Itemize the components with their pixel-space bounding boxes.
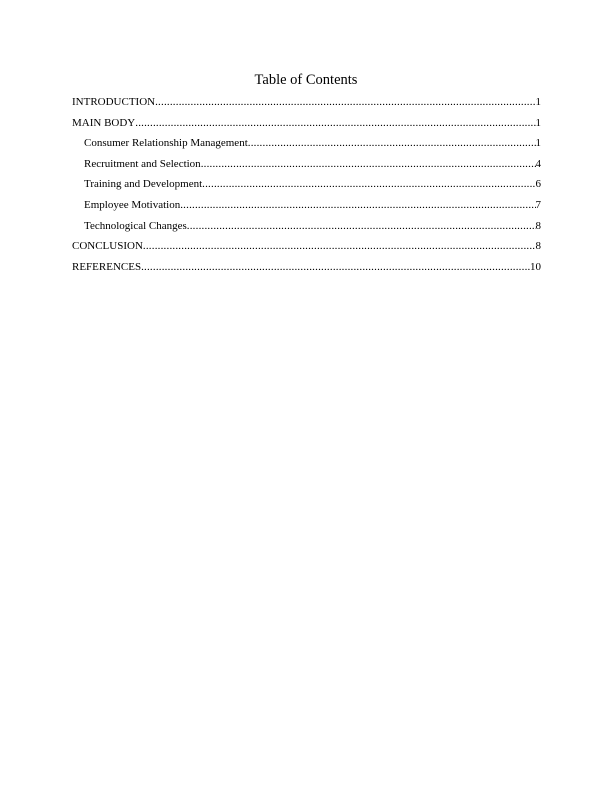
toc-entry-label: Employee Motivation bbox=[84, 198, 181, 211]
dot-leader bbox=[201, 157, 536, 171]
toc-entry-conclusion[interactable] bbox=[72, 239, 541, 260]
toc-entry-main-body[interactable] bbox=[72, 116, 541, 137]
toc-entry-label: INTRODUCTION bbox=[72, 96, 156, 108]
toc-page-number: 1 bbox=[535, 137, 541, 150]
toc-title: Table of Contents bbox=[254, 72, 358, 88]
toc-entry-consumer-relationship-management[interactable] bbox=[72, 136, 541, 157]
toc-entry-label: CONCLUSION bbox=[72, 240, 143, 253]
toc-entry-label: Technological Changes bbox=[84, 219, 187, 232]
toc-page-number: 4 bbox=[535, 157, 541, 170]
dot-leader bbox=[248, 136, 536, 150]
dot-leader bbox=[187, 219, 536, 233]
toc-page-number: 10 bbox=[530, 260, 541, 273]
toc-entry-recruitment-and-selection[interactable] bbox=[72, 157, 541, 178]
toc-entry-training-and-development[interactable] bbox=[72, 177, 541, 198]
toc-page-number: 8 bbox=[535, 240, 541, 253]
toc-entry-label: Recruitment and Selection bbox=[84, 157, 201, 170]
toc-entry-employee-motivation[interactable] bbox=[72, 198, 541, 219]
toc-entry-label: REFERENCES bbox=[72, 260, 142, 273]
toc-entry-references[interactable] bbox=[72, 260, 541, 281]
toc-page-number: 1 bbox=[535, 96, 541, 108]
toc-page-number: 1 bbox=[535, 116, 541, 129]
toc-entry-introduction[interactable] bbox=[72, 95, 541, 116]
toc-entry-label: Consumer Relationship Management bbox=[84, 137, 248, 150]
toc-page-number: 7 bbox=[535, 198, 541, 211]
toc-entry-label: MAIN BODY bbox=[72, 116, 136, 129]
toc-page-number: 6 bbox=[535, 178, 541, 191]
dot-leader bbox=[141, 260, 530, 274]
toc-list bbox=[72, 95, 541, 280]
toc-entry-label: Training and Development bbox=[84, 178, 203, 191]
dot-leader bbox=[180, 198, 535, 212]
dot-leader bbox=[202, 177, 535, 191]
dot-leader bbox=[155, 95, 535, 109]
toc-page-number: 8 bbox=[535, 219, 541, 232]
dot-leader bbox=[135, 116, 535, 130]
dot-leader bbox=[143, 239, 536, 253]
toc-entry-technological-changes[interactable] bbox=[72, 219, 541, 240]
